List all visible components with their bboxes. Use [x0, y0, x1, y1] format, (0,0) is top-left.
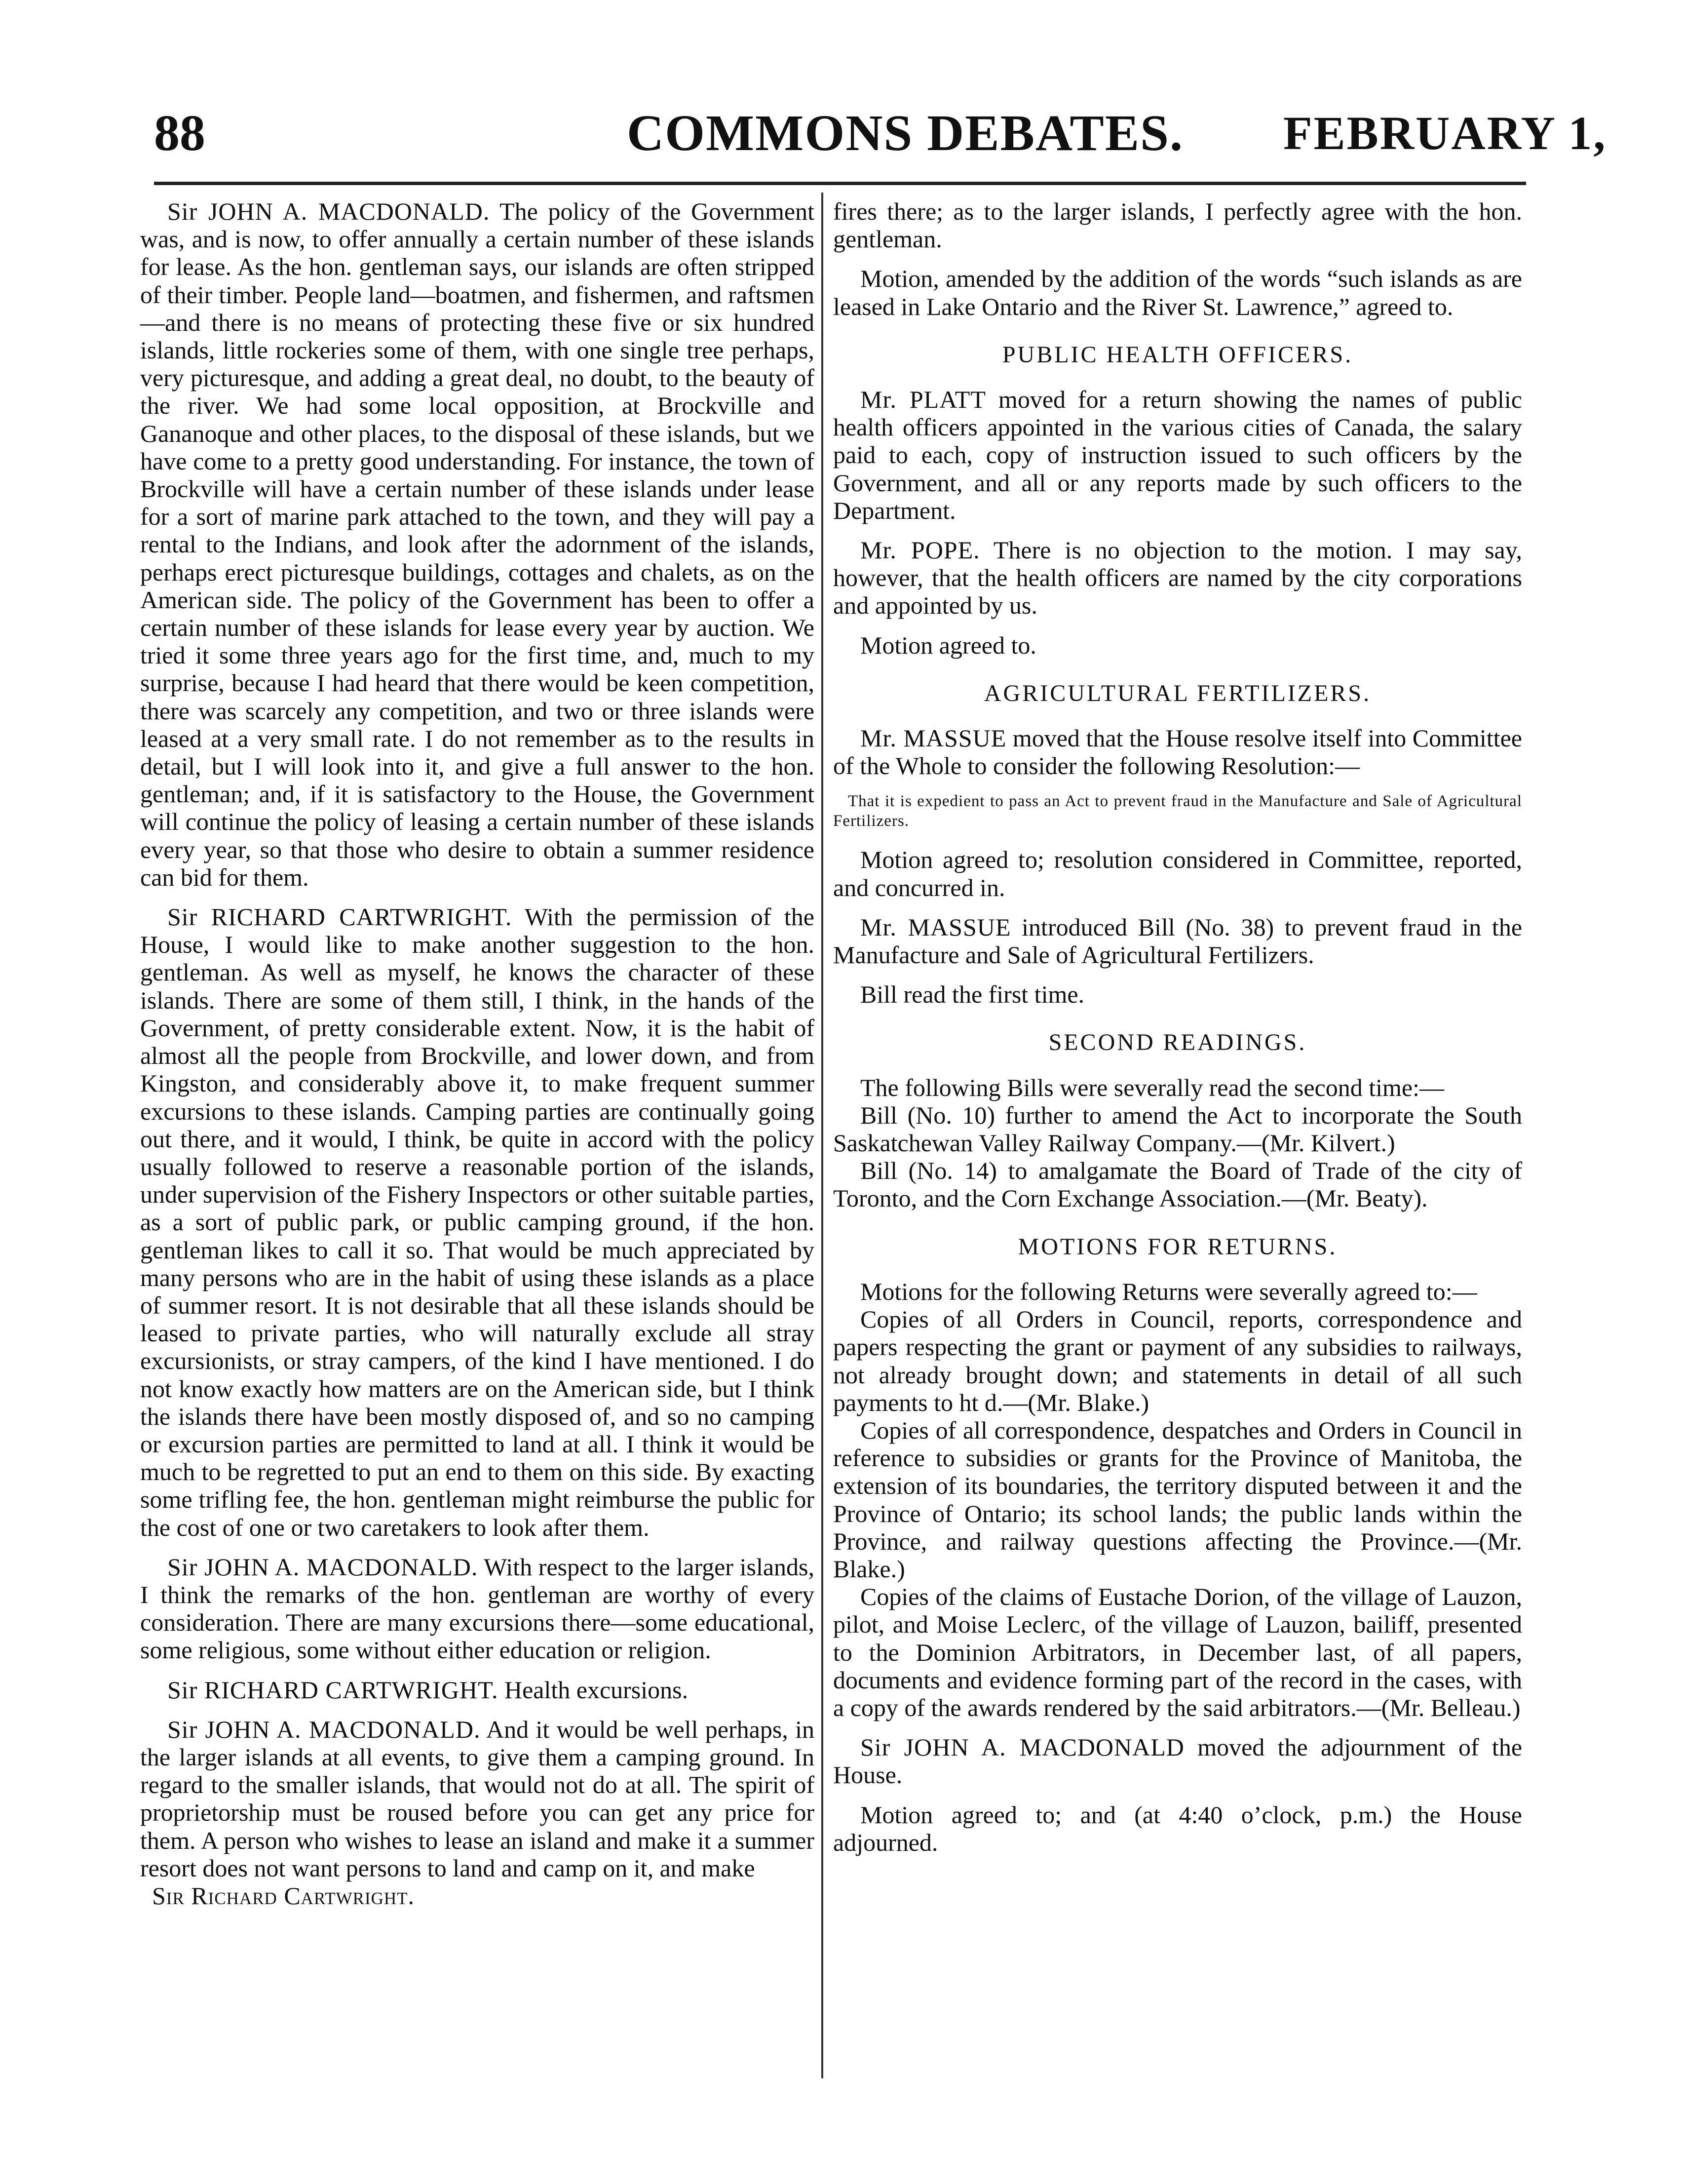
speaker-name: Sir JOHN A. MACDONALD. — [167, 1715, 481, 1743]
motion-result: Bill read the first time. — [860, 980, 1085, 1009]
section-heading: SECOND READINGS. — [1048, 1029, 1307, 1056]
bill-item: Bill (No. 10) further to amend the Act to incorporate the South Saskatchewan Valley Railway Company.—(Mr. Kilvert.) — [833, 1101, 1522, 1157]
speaker-name: Sir JOHN A. MACDONALD. — [167, 197, 490, 225]
section-heading: AGRICULTURAL FERTILIZERS. — [984, 680, 1372, 706]
speaker-name: Sir JOHN A. MACDONALD — [860, 1733, 1185, 1761]
speech-text: Health excursions. — [504, 1676, 689, 1704]
right-column — [833, 197, 1522, 1868]
section-heading: MOTIONS FOR RETURNS. — [1018, 1233, 1338, 1260]
signature-line: Sir Richard Cartwright. — [152, 1881, 415, 1910]
speaker-name: Mr. MASSUE — [860, 913, 1011, 941]
speech-text: moved the adjournment of the House. — [833, 1733, 1523, 1789]
paragraph — [833, 386, 1522, 524]
return-item: Copies of the claims of Eustache Dorion, of the village of Lauzon, pilot, and Moise Leclerc, of the village of Lauzon, bailiff, presented to the Dominion Arbitrators, in December last, of all papers, documents and evidence forming part of the record in the cases, with a copy of the awards rendered by the said arbitrators.—(Mr. Belleau.) — [833, 1583, 1522, 1721]
page-title: COMMONS DEBATES. — [627, 105, 1184, 161]
paragraph — [140, 903, 814, 1541]
return-item: Copies of all Orders in Council, reports, correspondence and papers respecting the grant or payment of any subsidies to railways, not already brought down; and statements in detail of all such payments to ht d.—(Mr. Blake.) — [833, 1305, 1522, 1416]
section-heading: PUBLIC HEALTH OFFICERS. — [1002, 341, 1353, 368]
speech-text: With the permission of the House, I would like to make another suggestion to the hon. gentleman. As well as myself, he knows the character of these islands. There are some of them still, I think, in the hands of the Government, of pretty considerable extent. Now, it is the habit of almost all the people from Brockville, and lower down, and from Kingston, and considerably above it, to make frequent summer excursions to these islands. Camping parties are continually going out there, and it would, I think, be quite in accord with the policy usually followed to reserve a reasonable portion of the islands, under supervision of the Fishery Inspectors or other suitable parties, as a sort of public park, or public camping ground, if the hon. gentleman likes to call it so. That would be much appreciated by many persons who are in the habit of using these islands as a place of summer resort. It is not desirable that all these islands should be leased to private parties, who will naturally exclude all stray excursionists, or stray campers, of the kind I have mentioned. I do not know exactly how matters are on the American side, but I think the islands there have been mostly disposed of, and so no camping or excursion parties are permitted to land at all. I think it would be much to be regretted to put an end to them on this side. By exacting some trifling fee, the hon. gentleman might reimburse the public for the cost of one or two caretakers to look after them. — [140, 903, 814, 1541]
speech-text: With respect to the larger islands, I think the remarks of the hon. gentleman are worthy of every consideration. There are many excursions there—some educational, some religious, some without either education or religion. — [140, 1553, 814, 1664]
bill-item: Bill (No. 14) to amalgamate the Board of Trade of the city of Toronto, and the Corn Exchange Association.—(Mr. Beaty). — [833, 1157, 1522, 1212]
column-divider — [821, 193, 823, 2078]
paragraph — [140, 197, 814, 891]
paragraph — [833, 913, 1522, 969]
paragraph — [833, 724, 1522, 780]
page-number: 88 — [154, 105, 205, 161]
resolution-text: That it is expedient to pass an Act to prevent fraud in the Manufacture and Sale of Agricultural Fertilizers. — [833, 792, 1522, 830]
paragraph — [140, 1716, 814, 1882]
speech-text: introduced Bill (No. 38) to prevent fraud in the Manufacture and Sale of Agricultural Fertilizers. — [833, 913, 1523, 969]
speaker-name: Sir RICHARD CARTWRIGHT. — [167, 1676, 498, 1704]
paragraph — [833, 1733, 1522, 1789]
header-rule — [154, 182, 1526, 185]
motion-result: Motion agreed to; resolution considered in Committee, reported, and concurred in. — [833, 846, 1522, 901]
returns-intro: Motions for the following Returns were severally agreed to:— — [860, 1277, 1477, 1305]
speaker-name: Mr. MASSUE — [860, 724, 1007, 752]
speech-text: moved for a return showing the names of public health officers appointed in the various cities of Canada, the salary paid to each, copy of instruction issued to such officers by the Government, and all or any reports made by such officers to the Department. — [833, 386, 1522, 524]
speech-text: And it would be well perhaps, in the larger islands at all events, to give them a camping ground. In regard to the smaller islands, that would not do at all. The spirit of proprietorship must be roused before you can get any price for them. A person who wishes to lease an island and make it a summer resort does not want persons to land and camp on it, and make — [140, 1715, 814, 1882]
return-item: Copies of all correspondence, despatches and Orders in Council in reference to subsidies or grants for the Province of Manitoba, the extension of its boundaries, the territory disputed between it and the Province of Ontario; its school lands; the public lands within the Province, and railway questions affecting the Province.—(Mr. Blake.) — [833, 1416, 1522, 1583]
speaker-name: Mr. PLATT — [860, 386, 986, 414]
motion-result: Motion agreed to. — [860, 631, 1036, 659]
paragraph — [833, 536, 1522, 620]
speaker-name: Sir JOHN A. MACDONALD. — [167, 1553, 478, 1581]
paragraph — [140, 1676, 814, 1704]
continued-text: fires there; as to the larger islands, I perfectly agree with the hon. gentleman. — [833, 197, 1522, 253]
page-date: FEBRUARY 1, — [1283, 107, 1607, 159]
speech-text: moved that the House resolve itself into Committee of the Whole to consider the following Resolution:— — [833, 724, 1522, 780]
left-column — [140, 197, 814, 1921]
bills-intro: The following Bills were severally read the second time:— — [860, 1073, 1444, 1101]
speech-text: The policy of the Government was, and is now, to offer annually a certain number of these islands for lease. As the hon. gentleman says, our islands are often stripped of their timber. People land—boatmen, and fishermen, and raftsmen—and there is no means of protecting these five or six hundred islands, little rockeries some of them, with one single tree perhaps, very picturesque, and adding a great deal, no doubt, to the beauty of the river. We had some local opposition, at Brockville and Gananoque and other places, to the disposal of these islands, but we have come to a pretty good understanding. For instance, the town of Brockville will have a certain number of these islands under lease for a sort of marine park attached to the town, and they will pay a rental to the Indians, and look after the adornment of the islands, perhaps erect picturesque buildings, cottages and chalets, as on the American side. The policy of the Government has been to offer a certain number of these islands for lease every year by auction. We tried it some three years ago for the first time, and, much to my surprise, because I had heard that there would be keen competition, there was scarcely any competition, and two or three islands were leased at a very small rate. I do not remember as to the results in detail, but I will look into it, and give a full answer to the hon. gentleman; and, if it is satisfactory to the House, the Government will continue the policy of leasing a certain number of these islands every year, so that those who desire to obtain a summer residence can bid for them. — [140, 197, 814, 891]
speaker-name: Mr. POPE. — [860, 536, 980, 564]
motion-result: Motion agreed to; and (at 4:40 o’clock, p.m.) the House adjourned. — [833, 1800, 1522, 1856]
speech-text: There is no objection to the motion. I may say, however, that the health officers are named by the city corporations and appointed by us. — [833, 536, 1522, 620]
speaker-name: Sir RICHARD CARTWRIGHT. — [167, 903, 512, 931]
motion-amended: Motion, amended by the addition of the words “such islands as are leased in Lake Ontario and the River St. Lawrence,” agreed to. — [833, 265, 1522, 320]
paragraph — [140, 1553, 814, 1664]
